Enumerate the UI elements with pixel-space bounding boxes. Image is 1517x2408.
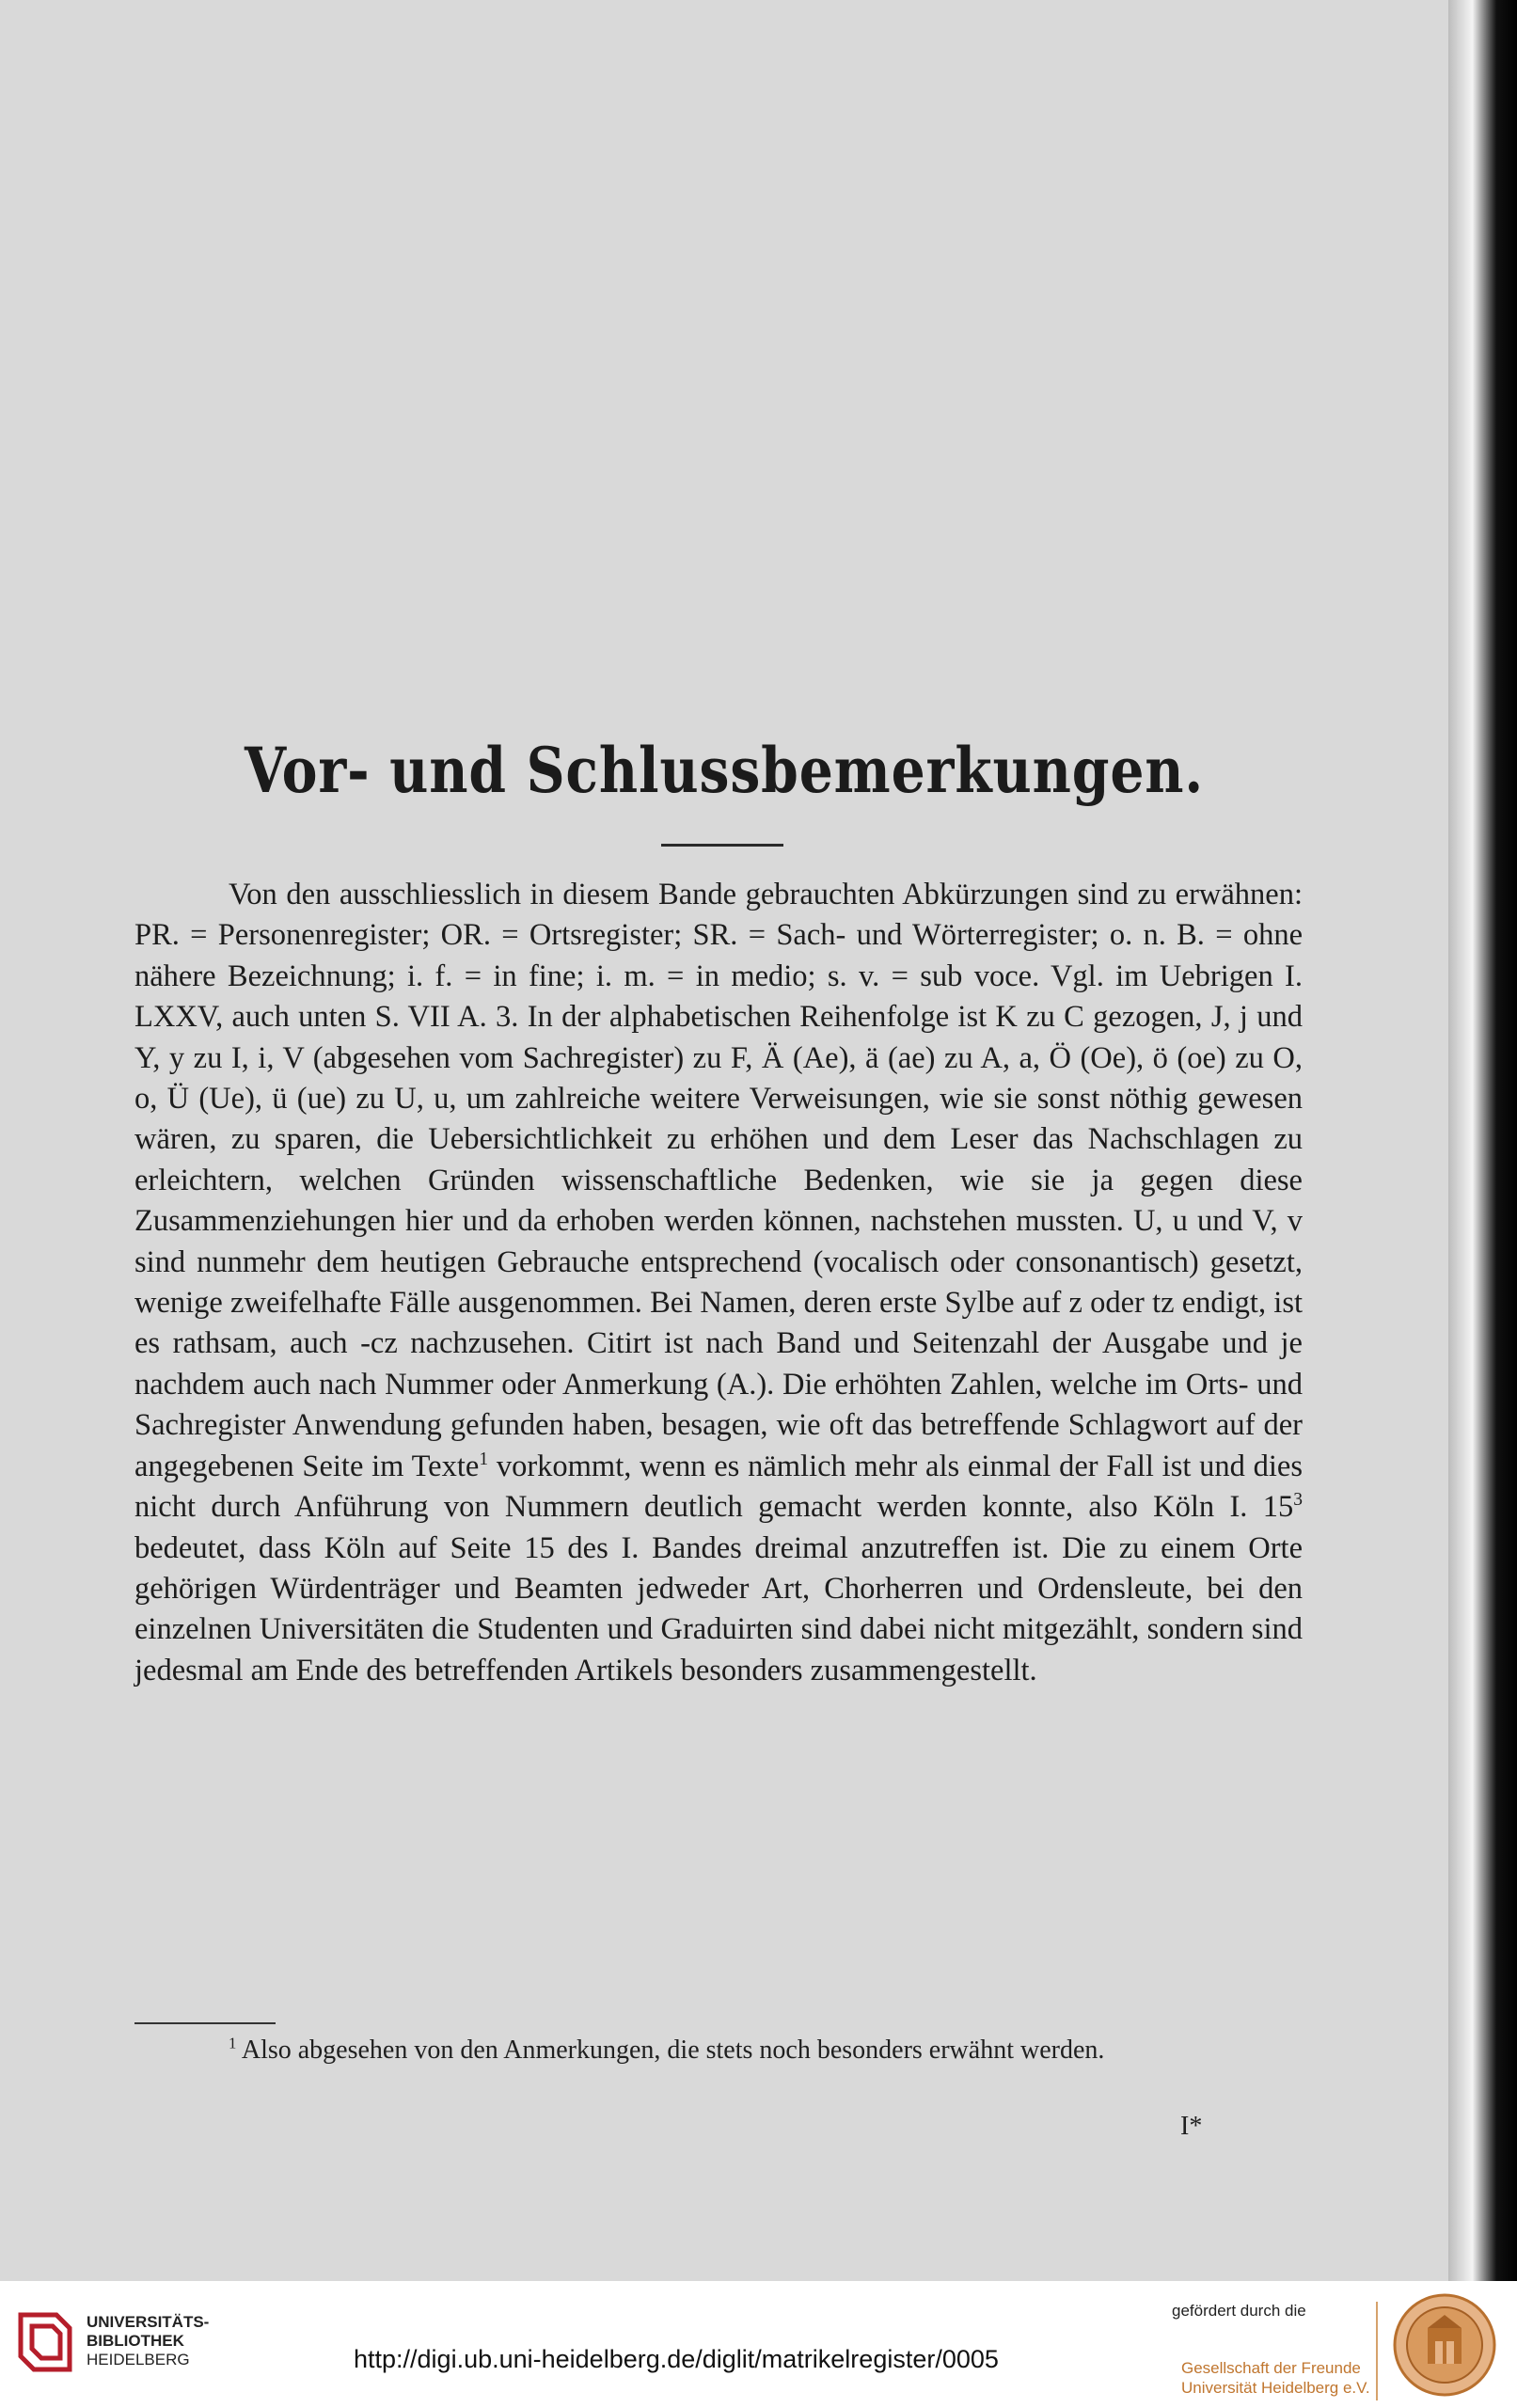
page-edge-shadow [1448, 0, 1517, 2281]
body-paragraph: Von den ausschliesslich in diesem Bande gebrauchten Abkürzungen sind zu erwähnen: PR. = Personenregister; OR. = Ortsregister; SR. = Sach- und Wörterregister; o. n. B. = ohne nähere Bezeichnung; i. f. = in fine; i. m. = in medio; s. v. = sub voce. Vgl. im Uebrigen I. LXXV, auch unten S. VII A. 3. In der alphabetischen Reihenfolge ist K zu C gezogen, J, j und Y, y zu I, i, V (abgesehen vom Sachregister) zu F, Ä (Ae), ä (ae) zu A, a, Ö (Oe), ö (oe) zu O, o, Ü (Ue), ü (ue) zu U, u, um zahlreiche weitere Verweisungen, wie sie sonst nöthig gewesen wären, zu sparen, die Uebersichtlichkeit zu erhöhen und dem Leser das Nachschlagen zu erleichtern, welchen Gründen wissenschaftliche Bedenken, wie sie ja gegen diese Zusammenziehungen hier und da erhoben werden können, nachstehen mussten. U, u und V, v sind nunmehr dem heutigen Gebrauche entsprechend (vocalisch oder consonantisch) gesetzt, wenige zweifelhafte Fälle ausgenommen. Bei Namen, deren erste Sylbe auf z oder tz endigt, ist es rathsam, auch -cz nachzusehen. Citirt ist nach Band und Seitenzahl der Ausgabe und je nachdem auch nach Nummer oder Anmerkung (A.). Die erhöhten Zahlen, welche im Orts- und Sachregister Anwendung gefunden haben, besagen, wie oft das betreffende Schlagwort auf der angegebenen Seite im Texte$^1$ vorkommt, wenn es nämlich mehr als einmal der Fall ist und dies nicht durch Anführung von Nummern deutlich gemacht werden konnte, also Köln I. $15^3$ bedeutet, dass Köln auf Seite 15 des I. Bandes dreimal anzutreffen ist. Die zu einem Orte gehörigen Würdenträger und Beamten jedweder Art, Chorherren und Ordensleute, bei den einzelnen Universitäten die Studenten und Graduirten sind dabei nicht mitgezählt, sondern sind jedesmal am Ende des betreffenden Artikels besonders zusammengestellt. [134, 878, 1303, 1687]
footer-bar [0, 2281, 1517, 2408]
library-line: BIBLIOTHEK [87, 2332, 184, 2350]
sponsor-name [1181, 2358, 1370, 2398]
sponsor-label: gefördert durch die [1172, 2302, 1306, 2320]
university-seal-icon[interactable] [1392, 2292, 1497, 2398]
sponsor-divider [1376, 2302, 1378, 2400]
permalink-url[interactable]: http://digi.ub.uni-heidelberg.de/diglit/matrikelregister/0005 [354, 2345, 999, 2373]
library-line: UNIVERSITÄTS- [87, 2313, 210, 2331]
library-name [87, 2313, 209, 2369]
library-logo-icon[interactable] [15, 2309, 75, 2375]
page-title: Vor- und Schlussbemerkungen. [244, 734, 1205, 807]
sponsor-line: Universität Heidelberg e.V. [1181, 2379, 1370, 2397]
signature-mark: I* [1180, 2112, 1203, 2141]
title-rule [661, 844, 783, 847]
sponsor-line: Gesellschaft der Freunde [1181, 2359, 1361, 2377]
library-line: HEIDELBERG [87, 2351, 190, 2368]
footnote: $^1$ Also abgesehen von den Anmerkungen, die stets noch besonders erwähnt werden. [229, 2034, 1105, 2065]
footnote-rule [134, 2022, 276, 2024]
